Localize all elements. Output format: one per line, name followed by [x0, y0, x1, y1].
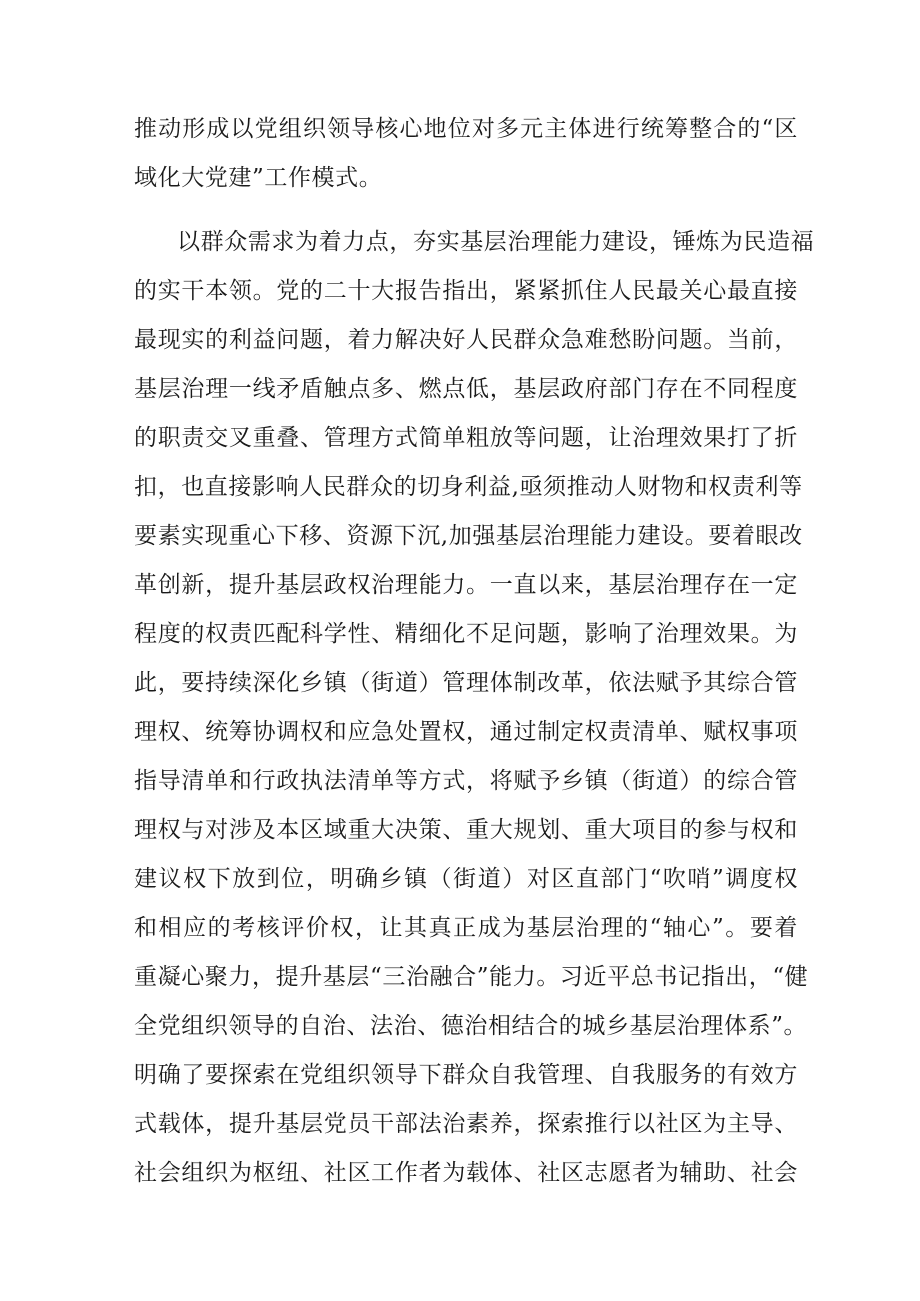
text-line: 指导清单和行政执法清单等方式，将赋予乡镇（街道）的综合管 [134, 768, 798, 794]
text-line: 扣，也直接影响人民群众的切身利益,亟须推动人财物和权责利等 [134, 474, 803, 500]
text-line: 社会组织为枢纽、社区工作者为载体、社区志愿者为辅助、社会 [134, 1160, 798, 1186]
text-line: 以群众需求为着力点，夯实基层治理能力建设，锤炼为民造福 [177, 229, 815, 255]
text-line: 建议权下放到位，明确乡镇（街道）对区直部门“吹哨”调度权 [134, 866, 798, 892]
text-line: 域化大党建”工作模式。 [134, 165, 383, 191]
text-line: 此，要持续深化乡镇（街道）管理体制改革，依法赋予其综合管 [134, 670, 798, 696]
text-line: 全党组织领导的自治、法治、德治相结合的城乡基层治理体系”。 [134, 1013, 808, 1039]
text-line: 明确了要探索在党组织领导下群众自我管理、自我服务的有效方 [134, 1062, 798, 1088]
text-line: 要素实现重心下移、资源下沉,加强基层治理能力建设。要着眼改 [134, 523, 803, 549]
text-line: 和相应的考核评价权，让其真正成为基层治理的“轴心”。要着 [134, 915, 798, 941]
text-line: 推动形成以党组织领导核心地位对多元主体进行统筹整合的“区 [134, 116, 798, 142]
text-line: 革创新，提升基层政权治理能力。一直以来，基层治理存在一定 [134, 572, 798, 598]
text-line: 基层治理一线矛盾触点多、燃点低，基层政府部门存在不同程度 [134, 376, 798, 402]
text-line: 程度的权责匹配科学性、精细化不足问题，影响了治理效果。为 [134, 621, 798, 647]
text-line: 式载体，提升基层党员干部法治素养，探索推行以社区为主导、 [134, 1111, 798, 1137]
text-line: 理权、统筹协调权和应急处置权，通过制定权责清单、赋权事项 [134, 719, 798, 745]
text-line: 的职责交叉重叠、管理方式简单粗放等问题，让治理效果打了折 [134, 425, 798, 451]
text-line: 理权与对涉及本区域重大决策、重大规划、重大项目的参与权和 [134, 817, 798, 843]
text-line: 的实干本领。党的二十大报告指出，紧紧抓住人民最关心最直接 [134, 278, 798, 304]
text-line: 重凝心聚力，提升基层“三治融合”能力。习近平总书记指出，“健 [134, 964, 809, 990]
text-line: 最现实的利益问题，着力解决好人民群众急难愁盼问题。当前， [134, 327, 798, 353]
